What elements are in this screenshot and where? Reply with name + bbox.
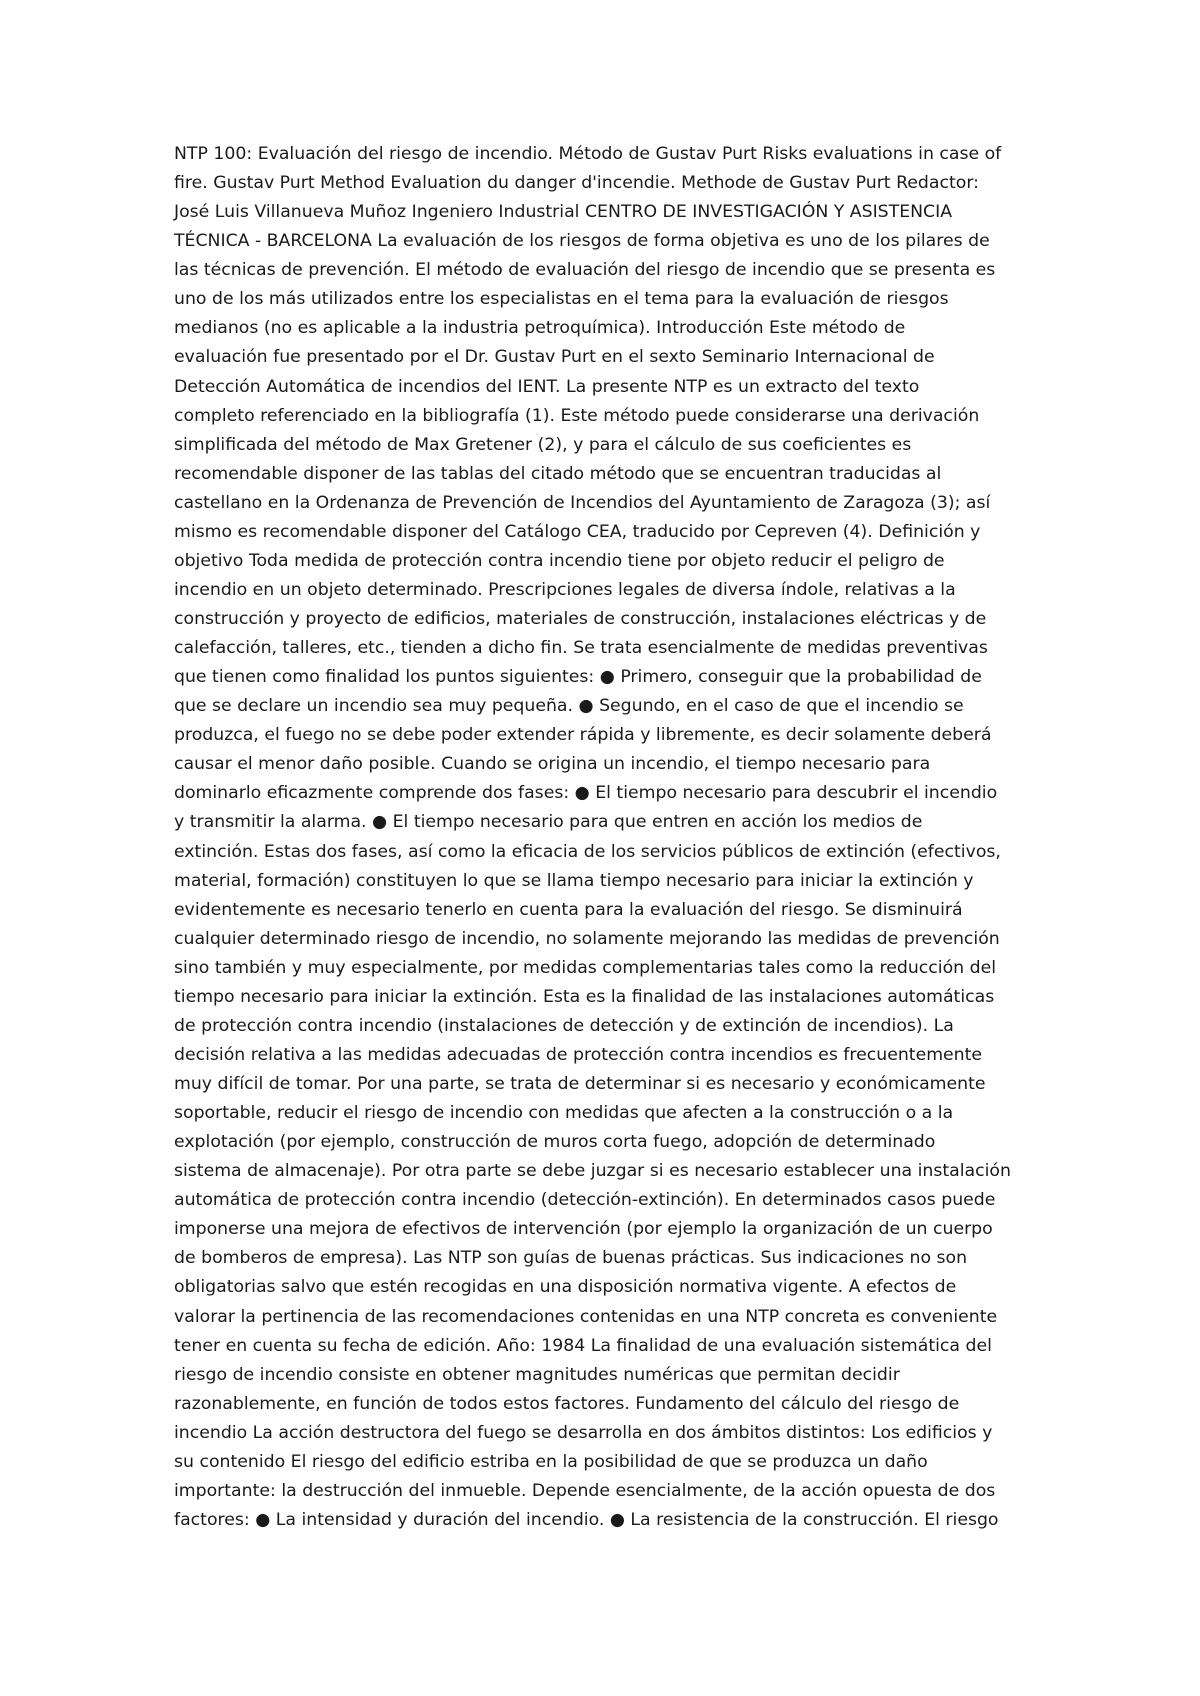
text-line: José Luis Villanueva Muñoz Ingeniero Industrial CENTRO DE INVESTIGACIÓN Y ASISTENCIA	[174, 202, 953, 223]
text-line: razonablemente, en función de todos estos factores. Fundamento del cálculo del riesgo de	[174, 1393, 960, 1414]
text-line: incendio La acción destructora del fuego se desarrolla en dos ámbitos distintos: Los edificios y	[174, 1422, 993, 1443]
text-line: medianos (no es aplicable a la industria petroquímica). Introducción Este método de	[174, 318, 906, 339]
text-line: y transmitir la alarma. ● El tiempo necesario para que entren en acción los medios de	[174, 812, 923, 833]
document-body-text	[174, 140, 1054, 1535]
text-line: completo referenciado en la bibliografía (1). Este método puede considerarse una derivación	[174, 405, 980, 426]
text-line: las técnicas de prevención. El método de evaluación del riesgo de incendio que se presenta es	[174, 260, 996, 281]
text-line: obligatorias salvo que estén recogidas en una disposición normativa vigente. A efectos de	[174, 1277, 957, 1298]
text-line: sino también y muy especialmente, por medidas complementarias tales como la reducción del	[174, 957, 997, 978]
text-line: recomendable disponer de las tablas del citado método que se encuentran traducidas al	[174, 463, 942, 484]
text-line: sistema de almacenaje). Por otra parte se debe juzgar si es necesario establecer una instalación	[174, 1161, 1011, 1182]
text-line: TÉCNICA - BARCELONA La evaluación de los riesgos de forma objetiva es uno de los pilares de	[174, 231, 990, 252]
text-line: automática de protección contra incendio (detección-extinción). En determinados casos puede	[174, 1190, 996, 1211]
text-line: de protección contra incendio (instalaciones de detección y de extinción de incendios). La	[174, 1015, 954, 1036]
text-line: extinción. Estas dos fases, así como la eficacia de los servicios públicos de extinción (efectivos,	[174, 841, 1001, 862]
text-line: dominarlo eficazmente comprende dos fases: ● El tiempo necesario para descubrir el incendio	[174, 783, 998, 804]
text-line: causar el menor daño posible. Cuando se origina un incendio, el tiempo necesario para	[174, 754, 931, 775]
text-line: construcción y proyecto de edificios, materiales de construcción, instalaciones eléctricas y de	[174, 609, 987, 629]
text-line: objetivo Toda medida de protección contra incendio tiene por objeto reducir el peligro de	[174, 550, 945, 571]
text-line: Detección Automática de incendios del IENT. La presente NTP es un extracto del texto	[174, 376, 920, 397]
text-line: muy difícil de tomar. Por una parte, se trata de determinar si es necesario y económicamente	[174, 1074, 986, 1094]
text-line: fire. Gustav Purt Method Evaluation du danger d'incendie. Methode de Gustav Purt Redactor:	[174, 173, 979, 194]
text-line: factores: ● La intensidad y duración del incendio. ● La resistencia de la construcción. El riesgo	[174, 1509, 999, 1530]
text-line: material, formación) constituyen lo que se llama tiempo necesario para iniciar la extinción y	[174, 870, 974, 891]
text-line: castellano en la Ordenanza de Prevención de Incendios del Ayuntamiento de Zaragoza (3); así	[174, 492, 991, 513]
text-line: de bomberos de empresa). Las NTP son guías de buenas prácticas. Sus indicaciones no son	[174, 1248, 968, 1269]
text-line: riesgo de incendio consiste en obtener magnitudes numéricas que permitan decidir	[174, 1364, 900, 1385]
text-line: cualquier determinado riesgo de incendio, no solamente mejorando las medidas de prevención	[174, 928, 1000, 949]
text-line: valorar la pertinencia de las recomendaciones contenidas en una NTP concreta es conveniente	[174, 1306, 998, 1327]
text-line: tiempo necesario para iniciar la extinción. Esta es la finalidad de las instalaciones automáticas	[174, 986, 995, 1007]
text-line: evidentemente es necesario tenerlo en cuenta para la evaluación del riesgo. Se disminuirá	[174, 899, 963, 920]
text-line: su contenido El riesgo del edificio estriba en la posibilidad de que se produzca un daño	[174, 1451, 928, 1472]
text-line: que tienen como finalidad los puntos siguientes: ● Primero, conseguir que la probabilidad de	[174, 667, 982, 688]
text-line: decisión relativa a las medidas adecuadas de protección contra incendios es frecuentemente	[174, 1044, 983, 1065]
text-line: evaluación fue presentado por el Dr. Gustav Purt en el sexto Seminario Internacional de	[174, 347, 935, 368]
text-line: uno de los más utilizados entre los especialistas en el tema para la evaluación de riesgos	[174, 289, 949, 310]
text-line: incendio en un objeto determinado. Prescripciones legales de diversa índole, relativas a la	[174, 579, 956, 600]
text-line: tener en cuenta su fecha de edición. Año: 1984 La finalidad de una evaluación sistemática del	[174, 1335, 992, 1356]
text-line: NTP 100: Evaluación del riesgo de incendio. Método de Gustav Purt Risks evaluations in case of	[174, 144, 1002, 164]
text-line: mismo es recomendable disponer del Catálogo CEA, traducido por Cepreven (4). Definición y	[174, 521, 981, 542]
text-line: explotación (por ejemplo, construcción de muros corta fuego, adopción de determinado	[174, 1132, 936, 1153]
text-line: soportable, reducir el riesgo de incendio con medidas que afecten a la construcción o a la	[174, 1103, 954, 1124]
text-line: calefacción, talleres, etc., tienden a dicho fin. Se trata esencialmente de medidas preventivas	[174, 638, 988, 659]
text-line: importante: la destrucción del inmueble. Depende esencialmente, de la acción opuesta de dos	[174, 1480, 996, 1501]
text-line: simplificada del método de Max Gretener (2), y para el cálculo de sus coeficientes es	[174, 434, 912, 455]
text-line: que se declare un incendio sea muy pequeña. ● Segundo, en el caso de que el incendio se	[174, 696, 964, 717]
text-line: produzca, el fuego no se debe poder extender rápida y libremente, es decir solamente deberá	[174, 725, 992, 746]
text-line: imponerse una mejora de efectivos de intervención (por ejemplo la organización de un cuerpo	[174, 1219, 993, 1240]
